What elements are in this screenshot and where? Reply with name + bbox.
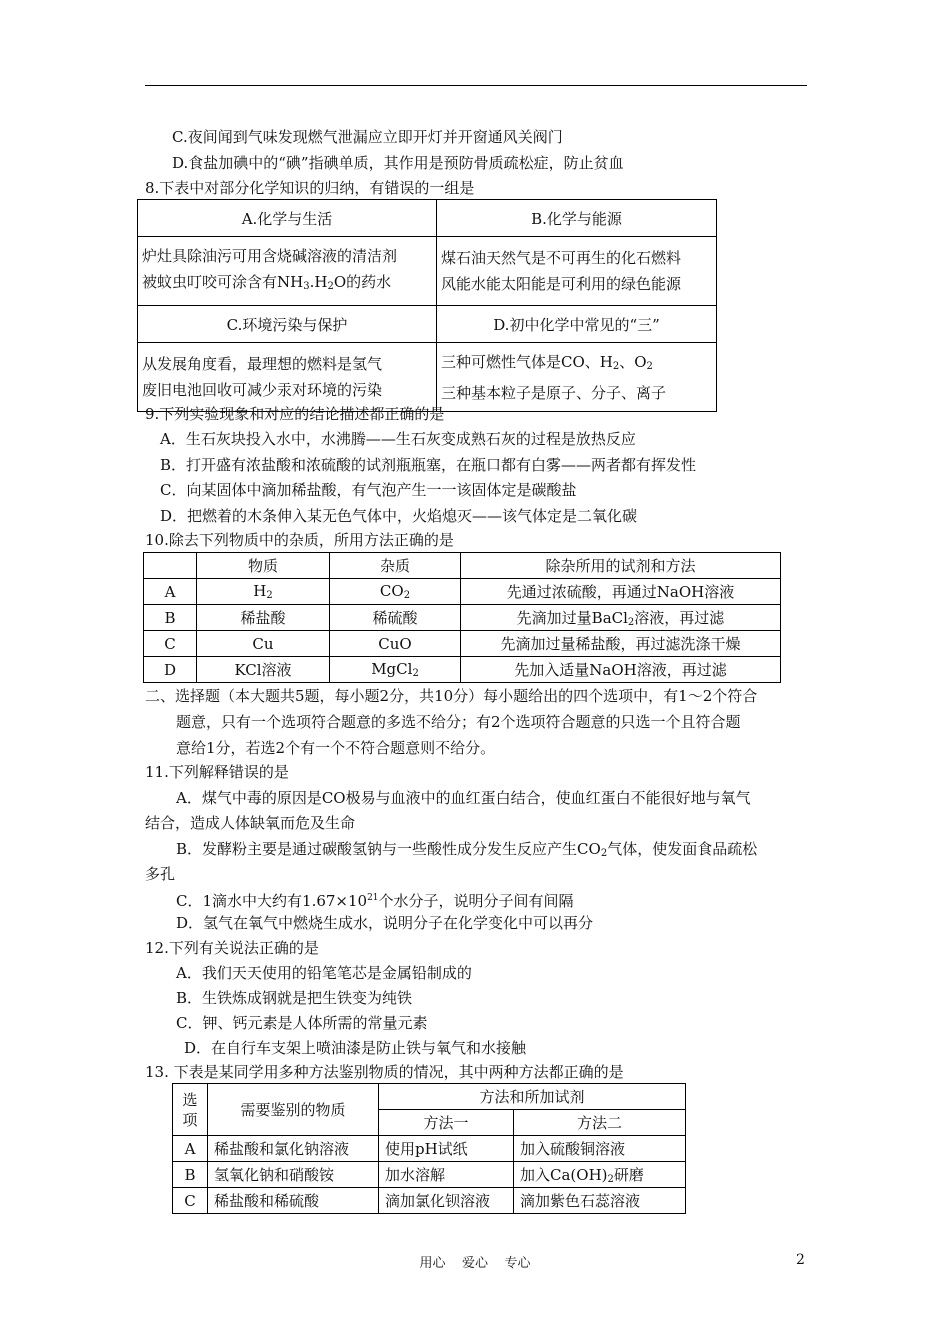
q10-table bbox=[143, 552, 781, 683]
q9-option-d: D．把燃着的木条伸入某无色气体中，火焰熄灭——该气体定是二氧化碳 bbox=[160, 507, 638, 525]
header-rule bbox=[145, 85, 807, 86]
table-row bbox=[144, 605, 781, 631]
q11-stem: 11.下列解释错误的是 bbox=[145, 763, 289, 781]
q11-option-b-line2: 多孔 bbox=[145, 865, 176, 883]
q8-body-b bbox=[437, 237, 717, 306]
q10-header-method: 除杂所用的试剂和方法 bbox=[461, 553, 781, 579]
q13-table bbox=[172, 1083, 686, 1214]
q11-option-b-line1: B．发酵粉主要是通过碳酸氢钠与一些酸性成分发生反应产生$CO_2$气体，使发面食品疏松 bbox=[176, 840, 758, 859]
q8-c-line2: 废旧电池回收可减少汞对环境的污染 bbox=[142, 381, 383, 399]
q11-option-a-line2: 结合，造成人体缺氧而危及生命 bbox=[145, 814, 356, 832]
q10-method: 先通过浓硫酸，再通过NaOH溶液 bbox=[461, 579, 781, 605]
q10-substance: $H_2$ bbox=[197, 579, 330, 605]
q9-option-a: A．生石灰块投入水中，水沸腾——生石灰变成熟石灰的过程是放热反应 bbox=[160, 430, 636, 448]
q8-head-d: D.初中化学中常见的“三” bbox=[437, 306, 717, 343]
q10-method: 先滴加过量BaCl$_2$溶液，再过滤 bbox=[461, 605, 781, 631]
q13-header-method2: 方法二 bbox=[514, 1110, 686, 1136]
q12-option-c: C．钾、钙元素是人体所需的常量元素 bbox=[176, 1014, 428, 1032]
table-row bbox=[144, 579, 781, 605]
q10-impurity: $CO_2$ bbox=[330, 579, 461, 605]
q10-header-row bbox=[144, 553, 781, 579]
q8-d-line1: 三种可燃性气体是CO、$H_2$、$O_2$ bbox=[441, 352, 653, 372]
q7-option-d: D.食盐加碘中的“碘”指碘单质，其作用是预防骨质疏松症，防止贫血 bbox=[172, 154, 624, 172]
q13-row-label: C bbox=[173, 1188, 208, 1214]
q11-option-c: C．1滴水中大约有$1.67\times 10^{21}$个水分子，说明分子间有间隔 bbox=[176, 892, 574, 910]
q8-a-line2: 被蚊虫叮咬可涂含有$NH_3.H_2O$的药水 bbox=[142, 272, 392, 292]
page-footer bbox=[0, 1252, 950, 1271]
q13-substance: 氢氧化钠和硝酸铵 bbox=[208, 1162, 379, 1188]
q10-impurity: CuO bbox=[330, 631, 461, 657]
q8-body-d bbox=[437, 343, 717, 412]
q8-body-c bbox=[138, 343, 437, 412]
q13-substance: 稀盐酸和氯化钠溶液 bbox=[208, 1136, 379, 1162]
q10-impurity: MgCl$_2$ bbox=[330, 657, 461, 683]
q10-impurity: 稀硫酸 bbox=[330, 605, 461, 631]
q10-stem: 10.除去下列物质中的杂质，所用方法正确的是 bbox=[145, 531, 454, 549]
q8-table bbox=[137, 199, 717, 412]
q13-header-method1: 方法一 bbox=[379, 1110, 514, 1136]
table-row bbox=[173, 1136, 686, 1162]
footer-motto: 用心 爱心 专心 bbox=[419, 1256, 531, 1271]
q12-stem: 12.下列有关说法正确的是 bbox=[145, 939, 319, 957]
q10-row-label: B bbox=[144, 605, 197, 631]
table-row bbox=[173, 1188, 686, 1214]
q8-b-line2: 风能水能太阳能是可利用的绿色能源 bbox=[441, 275, 682, 293]
q10-row-label: D bbox=[144, 657, 197, 683]
q10-substance: 稀盐酸 bbox=[197, 605, 330, 631]
q13-row-label: A bbox=[173, 1136, 208, 1162]
q8-b-line1: 煤石油天然气是不可再生的化石燃料 bbox=[441, 249, 682, 267]
q13-stem: 13. 下表是某同学用多种方法鉴别物质的情况，其中两种方法都正确的是 bbox=[145, 1063, 624, 1081]
q13-method1: 滴加氯化钡溶液 bbox=[379, 1188, 514, 1214]
q13-substance: 稀盐酸和稀硫酸 bbox=[208, 1188, 379, 1214]
q8-stem: 8.下表中对部分化学知识的归纳，有错误的一组是 bbox=[145, 179, 475, 197]
q10-method: 先加入适量NaOH溶液，再过滤 bbox=[461, 657, 781, 683]
q10-method: 先滴加过量稀盐酸，再过滤洗涤干燥 bbox=[461, 631, 781, 657]
q12-option-a: A．我们天天使用的铅笔笔芯是金属铅制成的 bbox=[176, 964, 472, 982]
table-row bbox=[144, 657, 781, 683]
q10-row-label: A bbox=[144, 579, 197, 605]
q8-body-a bbox=[138, 237, 437, 306]
q10-header-substance: 物质 bbox=[197, 553, 330, 579]
q8-head-a: A.化学与生活 bbox=[138, 200, 437, 237]
q9-stem: 9.下列实验现象和对应的结论描述都正确的是 bbox=[145, 405, 445, 423]
q12-option-d: D．在自行车支架上喷油漆是防止铁与氧气和水接触 bbox=[184, 1039, 527, 1057]
q10-header-impurity: 杂质 bbox=[330, 553, 461, 579]
q8-d-line2: 三种基本粒子是原子、分子、离子 bbox=[441, 383, 667, 402]
q13-row-label: B bbox=[173, 1162, 208, 1188]
section2-line2: 题意，只有一个选项符合题意的多选不给分；有2个选项符合题意的只选一个且符合题 bbox=[176, 713, 741, 731]
q11-option-a-line1: A．煤气中毒的原因是CO极易与血液中的血红蛋白结合，使血红蛋白不能很好地与氧气 bbox=[176, 789, 751, 807]
q10-substance: KCl溶液 bbox=[197, 657, 330, 683]
q13-header-methods: 方法和所加试剂 bbox=[379, 1084, 686, 1110]
q8-head-c: C.环境污染与保护 bbox=[138, 306, 437, 343]
q13-method2: 加入硫酸铜溶液 bbox=[514, 1136, 686, 1162]
q10-substance: Cu bbox=[197, 631, 330, 657]
q11-option-d: D．氢气在氧气中燃烧生成水，说明分子在化学变化中可以再分 bbox=[176, 914, 594, 932]
q13-method2: 加入$Ca(OH)_2$研磨 bbox=[514, 1162, 686, 1188]
q9-option-c: C．向某固体中滴加稀盐酸，有气泡产生一一该固体定是碳酸盐 bbox=[160, 481, 577, 499]
q7-option-c: C.夜间闻到气味发现燃气泄漏应立即开灯并开窗通风关阀门 bbox=[172, 128, 563, 146]
section2-line3: 意给1分，若选2个有一个不符合题意则不给分。 bbox=[176, 739, 496, 757]
q13-header-substance: 需要鉴别的物质 bbox=[208, 1084, 379, 1136]
q9-option-b: B．打开盛有浓盐酸和浓硫酸的试剂瓶瓶塞，在瓶口都有白雾——两者都有挥发性 bbox=[160, 456, 697, 474]
q8-c-line1: 从发展角度看，最理想的燃料是氢气 bbox=[142, 355, 383, 373]
q13-method1: 使用pH试纸 bbox=[379, 1136, 514, 1162]
q13-method1: 加水溶解 bbox=[379, 1162, 514, 1188]
q10-row-label: C bbox=[144, 631, 197, 657]
table-row bbox=[173, 1162, 686, 1188]
q13-method2: 滴加紫色石蕊溶液 bbox=[514, 1188, 686, 1214]
table-row bbox=[144, 631, 781, 657]
q13-header-option: 选 项 bbox=[173, 1084, 208, 1136]
q10-header-blank bbox=[144, 553, 197, 579]
section2-line1: 二、选择题（本大题共5题，每小题2分，共10分）每小题给出的四个选项中，有1～2个符合 bbox=[145, 687, 758, 705]
page-number: 2 bbox=[796, 1252, 805, 1268]
q12-option-b: B．生铁炼成钢就是把生铁变为纯铁 bbox=[176, 989, 413, 1007]
q8-a-line1: 炉灶具除油污可用含烧碱溶液的清洁剂 bbox=[142, 246, 398, 265]
q8-head-b: B.化学与能源 bbox=[437, 200, 717, 237]
